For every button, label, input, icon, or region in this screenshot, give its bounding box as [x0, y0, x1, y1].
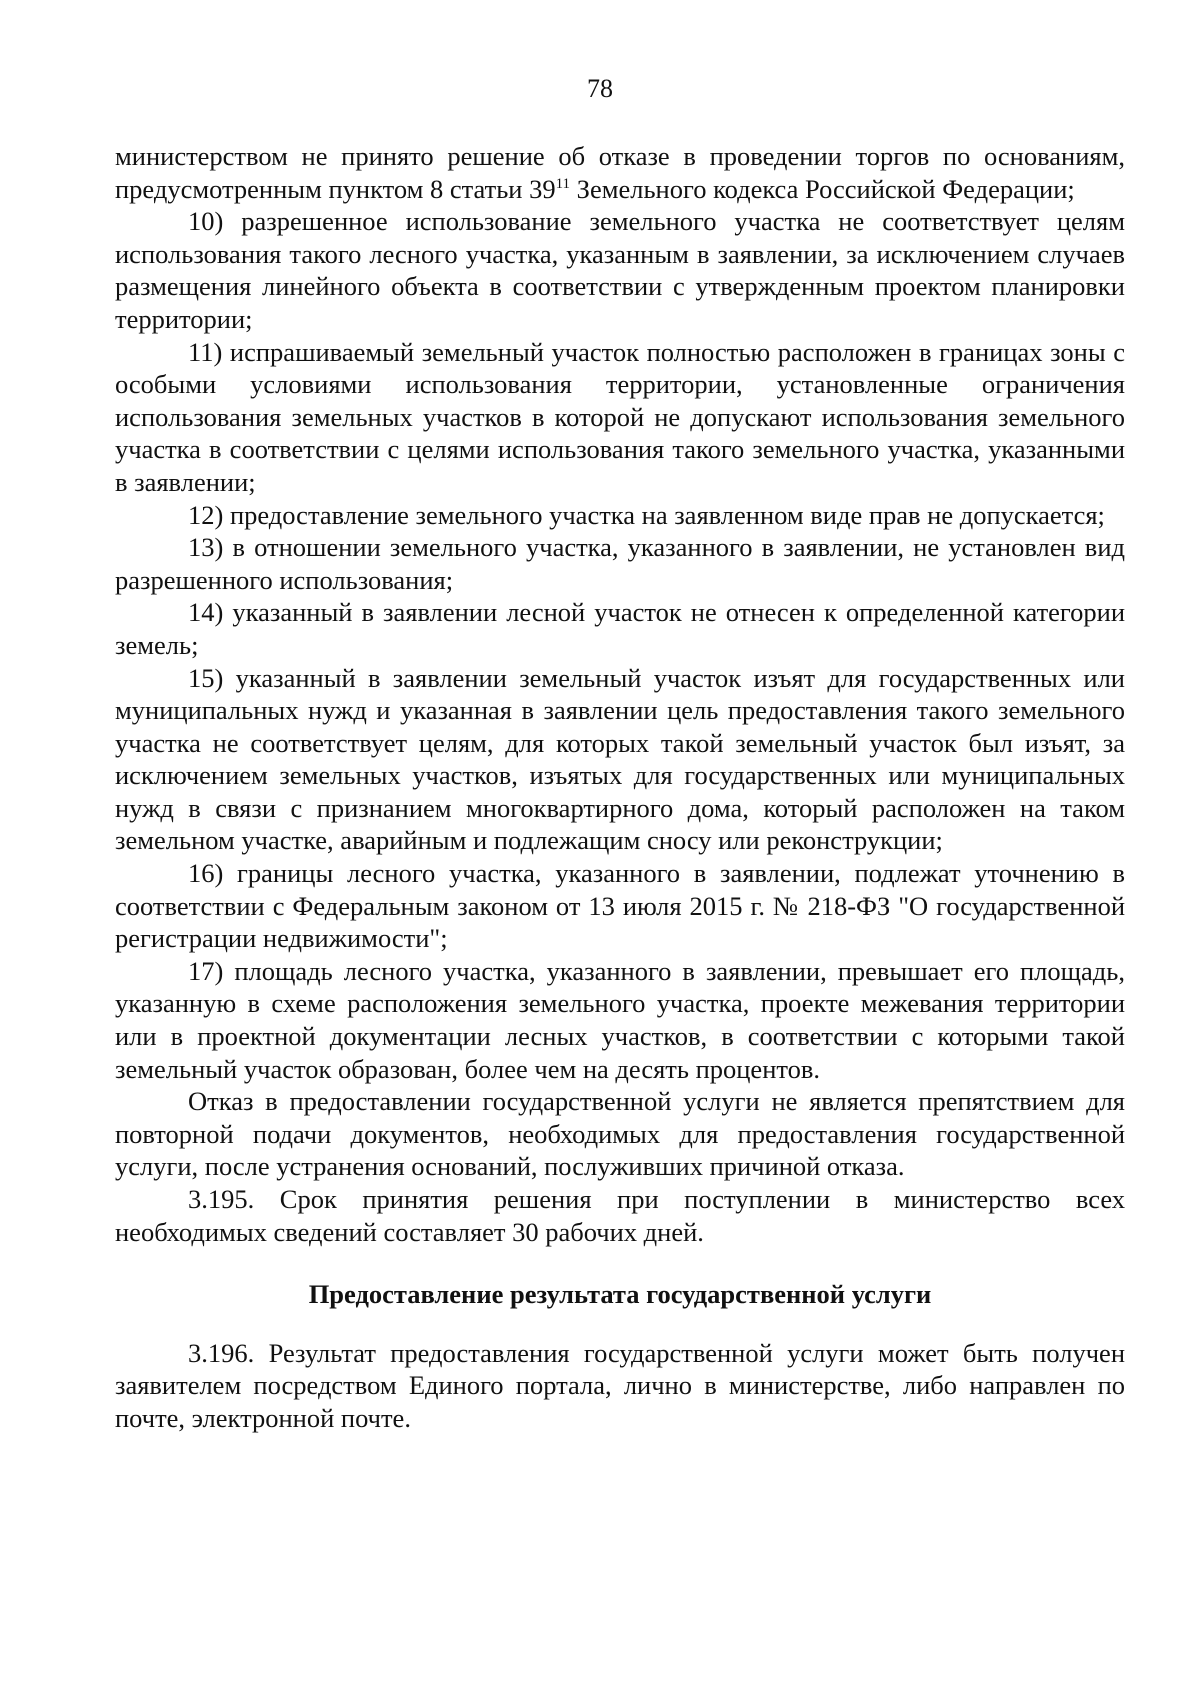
paragraph-continuation — [115, 140, 1125, 205]
paragraph-refusal: Отказ в предоставлении государственной услуги не является препятствием для повторной подачи документов, необходимых для предоставления государственной услуги, после устранения оснований, послуживших причиной отказа. — [115, 1086, 1125, 1182]
list-item-13: 13) в отношении земельного участка, указанного в заявлении, не установлен вид разрешенного использования; — [115, 532, 1125, 595]
list-item-15: 15) указанный в заявлении земельный участок изъят для государственных или муниципальных нужд и указанная в заявлении цель предоставления такого земельного участка не соответствует целям, для которых такой земельный участок был изъят, за исключением земельных участков, изъятых для государственных или муниципальных нужд в связи с признанием многоквартирного дома, который расположен на таком земельном участке, аварийным и подлежащим сносу или реконструкции; — [115, 662, 1125, 856]
list-item-14: 14) указанный в заявлении лесной участок не отнесен к определенной категории земель; — [115, 597, 1125, 660]
list-item-10: 10) разрешенное использование земельного участка не соответствует целям использования такого лесного участка, указанным в заявлении, за исключением случаев размещения линейного объекта в соответствии с утвержденным проектом планировки территории; — [115, 206, 1125, 334]
list-item-16: 16) границы лесного участка, указанного в заявлении, подлежат уточнению в соответствии с Федеральным законом от 13 июля 2015 г. № 218-ФЗ "О государственной регистрации недвижимости"; — [115, 858, 1125, 954]
paragraph-continuation-text: министерством не принято решение об отказе в проведении торгов по основаниям, предусмотренным пунктом 8 статьи 39 — [115, 141, 1125, 204]
section-heading: Предоставление результата государственной услуги — [308, 1279, 932, 1310]
paragraph-3-196: 3.196. Результат предоставления государственной услуги может быть получен заявителем посредством Единого портала, лично в министерстве, либо направлен по почте, электронной почте. — [115, 1337, 1125, 1433]
list-item-11: 11) испрашиваемый земельный участок полностью расположен в границах зоны с особыми условиями использования территории, установленные ограничения использования земельных участков в которой не допускают использования земельного участка в соответствии с целями использования такого земельного участка, указанными в заявлении; — [115, 336, 1125, 497]
paragraph-3-195: 3.195. Срок принятия решения при поступлении в министерство всех необходимых сведений составляет 30 рабочих дней. — [115, 1184, 1125, 1247]
article-superscript: 11 — [555, 175, 571, 192]
document-body — [115, 140, 1125, 1435]
paragraph-continuation-text-end: Земельного кодекса Российской Федерации; — [570, 173, 1075, 204]
list-item-12: 12) предоставление земельного участка на заявленном виде прав не допускается; — [188, 499, 1105, 530]
list-item-17: 17) площадь лесного участка, указанного в заявлении, превышает его площадь, указанную в схеме расположения земельного участка, проекте межевания территории или в проектной документации лесных участков, в соответствии с которыми такой земельный участок образован, более чем на десять процентов. — [115, 955, 1125, 1084]
page-number: 78 — [587, 74, 613, 103]
